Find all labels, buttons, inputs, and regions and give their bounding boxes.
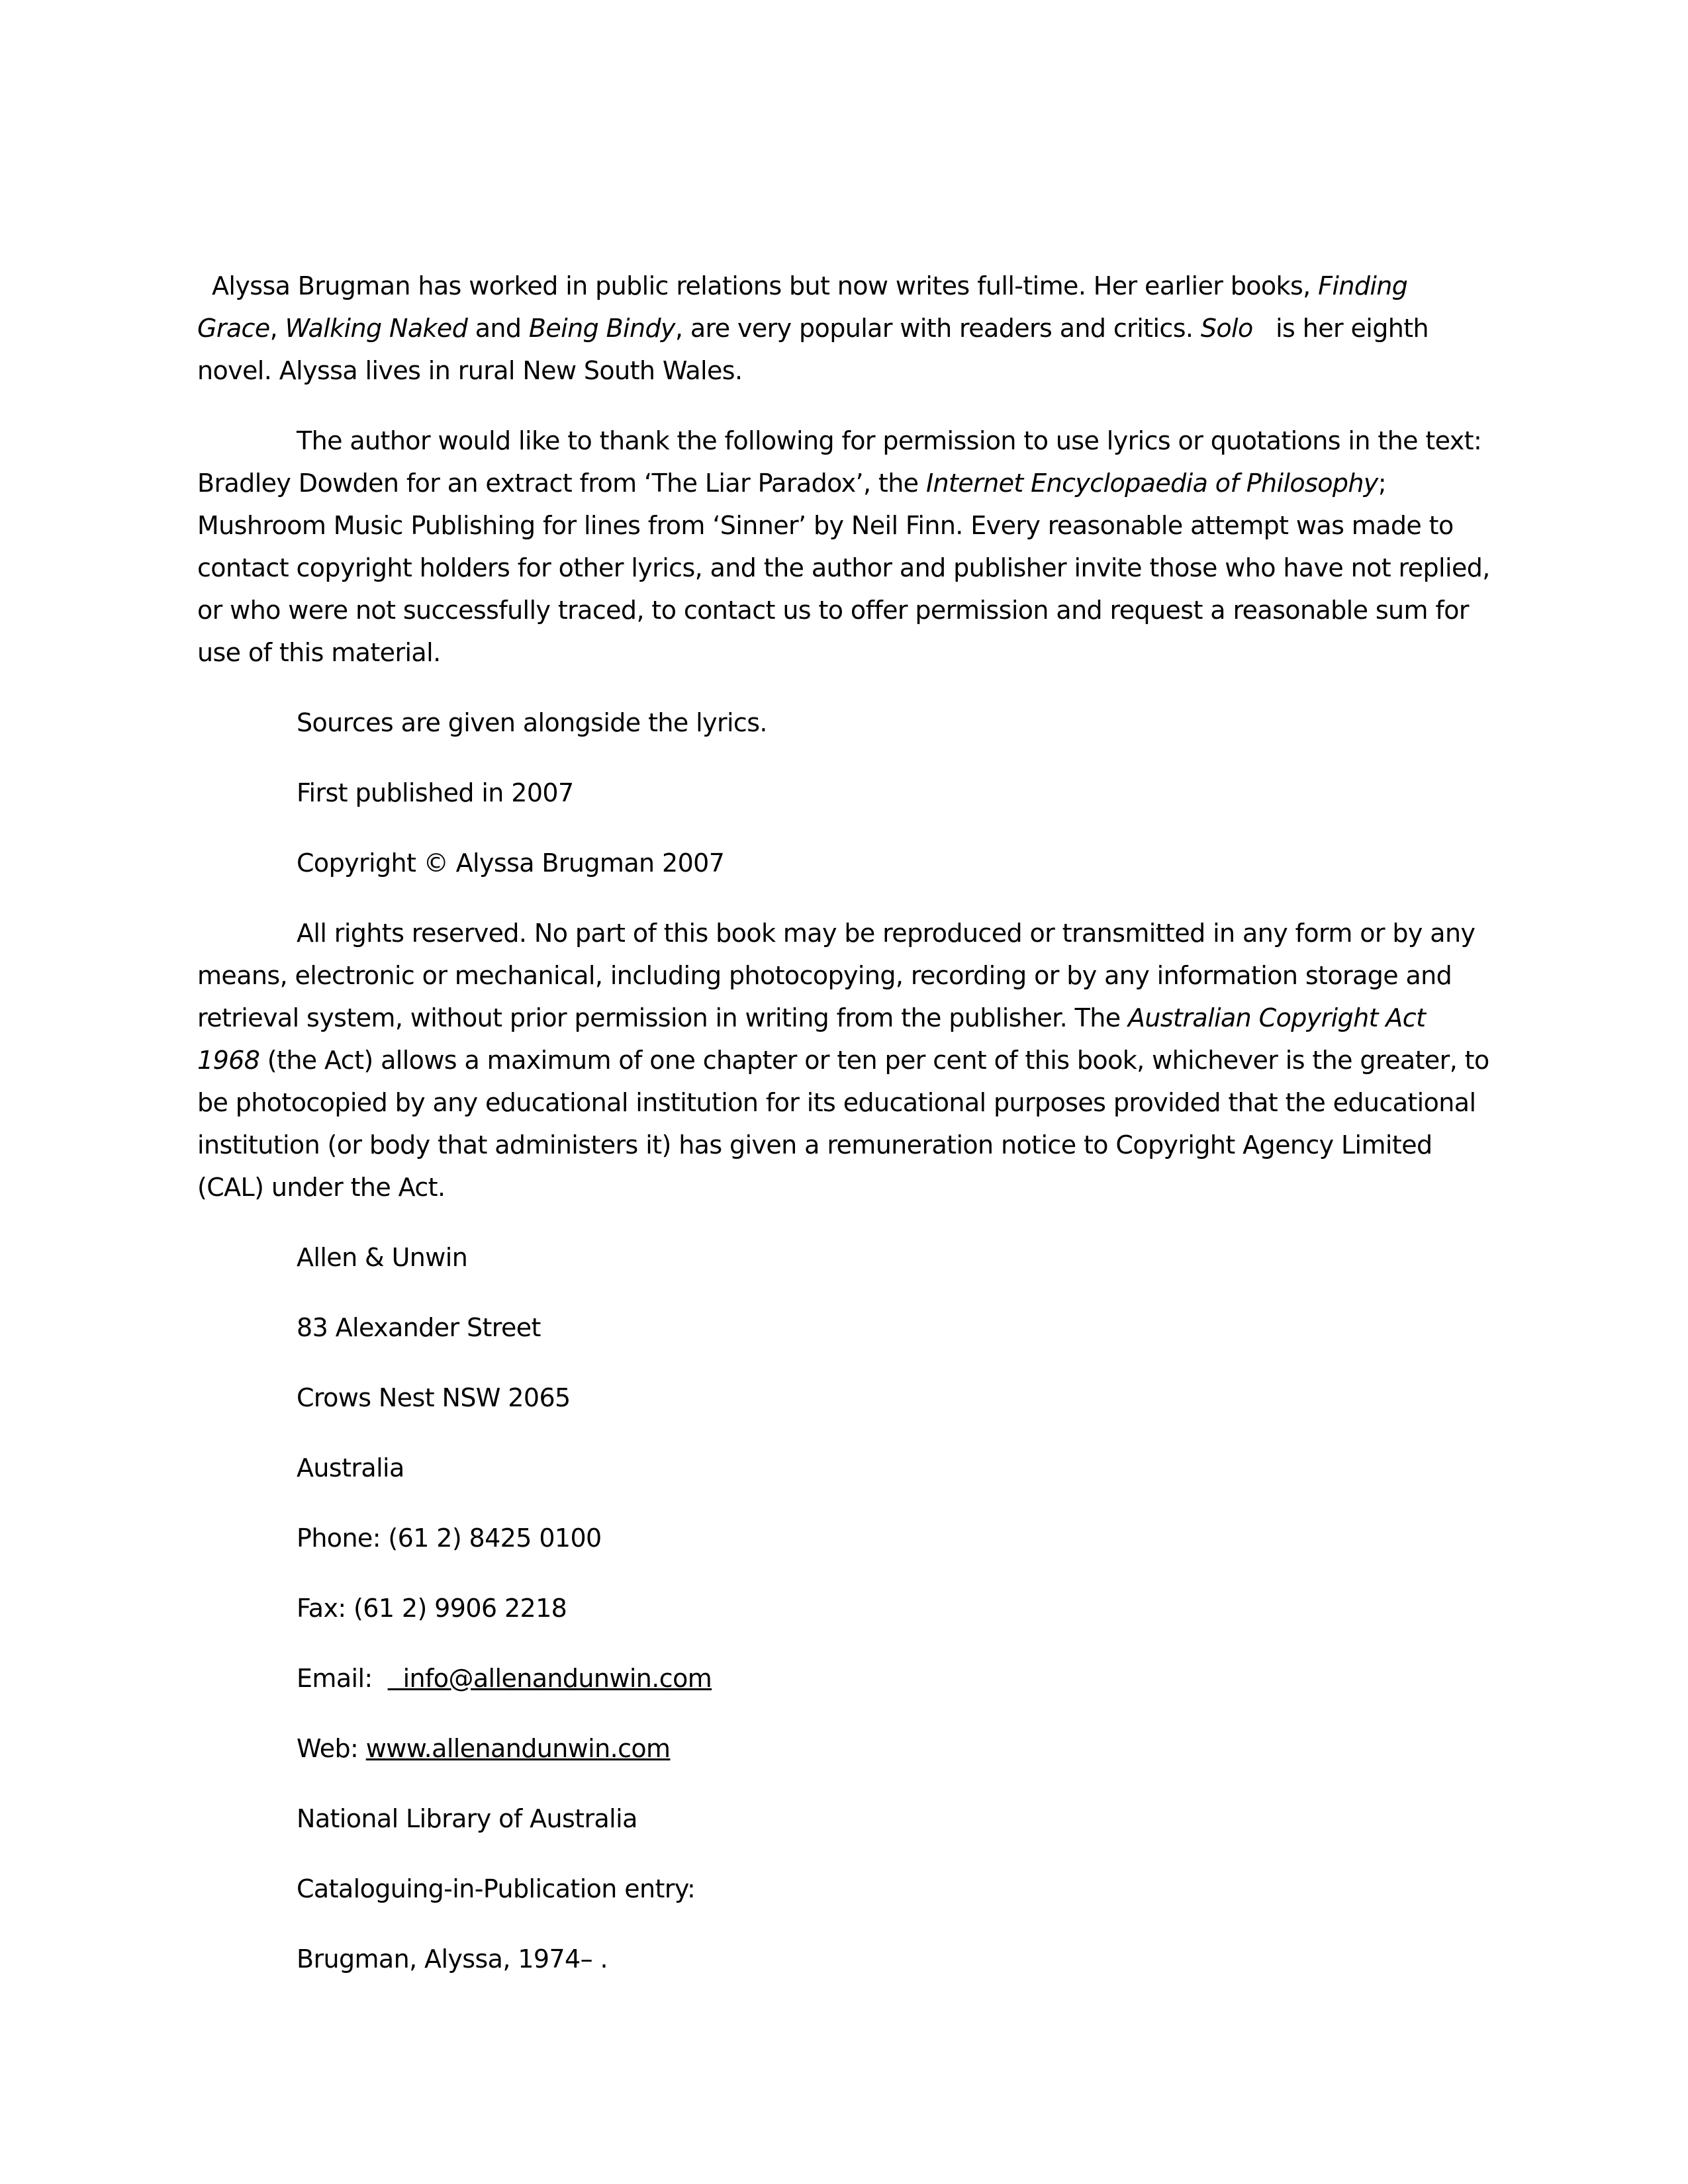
- first-published: First published in 2007: [297, 778, 574, 807]
- library-name: National Library of Australia: [297, 1804, 637, 1833]
- email-label: Email:: [297, 1664, 373, 1693]
- act-title: Australian Copyright Act 1968: [197, 1003, 1426, 1075]
- copyright-line: Copyright © Alyssa Brugman 2007: [297, 848, 725, 878]
- rights-paragraph: All rights reserved. No part of this book may be reproduced or transmitted in any form or by any means, electronic or mechanical, including photocopying, recording or by any information storage and retrieval system, without prior permission in writing from the publisher. The Australian Copyright Act 1968 (the Act) allows a maximum of one chapter or ten per cent of this book, whichever is the greater, to be photocopied by any educational institution for its educational purposes provided that the educational institution (or body that administers it) has given a remuneration notice to Copyright Agency Limited (CAL) under the Act.: [197, 919, 1489, 1202]
- cip-entry-label: Cataloguing-in-Publication entry:: [297, 1874, 696, 1903]
- publisher-email-line: [297, 1657, 1495, 1700]
- publisher-street: 83 Alexander Street: [297, 1313, 541, 1342]
- book-title: Solo: [1200, 314, 1253, 343]
- sources-note: Sources are given alongside the lyrics.: [297, 708, 767, 737]
- publisher-web-line: [297, 1727, 1495, 1770]
- publisher-name: Allen & Unwin: [297, 1243, 468, 1272]
- author-bio: Alyssa Brugman has worked in public relations but now writes full-time. Her earlier books, Finding Grace, Walking Naked and Being Bindy, are very popular with readers and critics. Solo is her eighth novel. Alyssa lives in rural New South Wales.: [197, 271, 1436, 385]
- publication-title: Internet Encyclopaedia of Philosophy: [925, 469, 1378, 498]
- web-link[interactable]: www.allenandunwin.com: [365, 1734, 671, 1763]
- copyright-page: [197, 265, 1495, 2008]
- book-title: Finding Grace: [197, 271, 1408, 343]
- cip-author: Brugman, Alyssa, 1974– .: [297, 1944, 608, 1974]
- book-title: Walking Naked: [285, 314, 468, 343]
- publisher-phone: Phone: (61 2) 8425 0100: [297, 1524, 602, 1553]
- publisher-city: Crows Nest NSW 2065: [297, 1383, 571, 1412]
- publisher-country: Australia: [297, 1453, 404, 1482]
- web-label: Web:: [297, 1734, 359, 1763]
- permissions-paragraph: The author would like to thank the following for permission to use lyrics or quotations in the text: Bradley Dowden for an extract from ‘The Liar Paradox’, the Internet Encyclopaedia of Philosophy; Mushroom Music Publishing for lines from ‘Sinner’ by Neil Finn. Every reasonable attempt was made to contact copyright holders for other lyrics, and the author and publisher invite those who have not replied, or who were not successfully traced, to contact us to offer permission and request a reasonable sum for use of this material.: [197, 426, 1490, 667]
- publisher-fax: Fax: (61 2) 9906 2218: [297, 1594, 567, 1623]
- email-link[interactable]: info@allenandunwin.com: [402, 1664, 712, 1693]
- book-title: Being Bindy: [528, 314, 675, 343]
